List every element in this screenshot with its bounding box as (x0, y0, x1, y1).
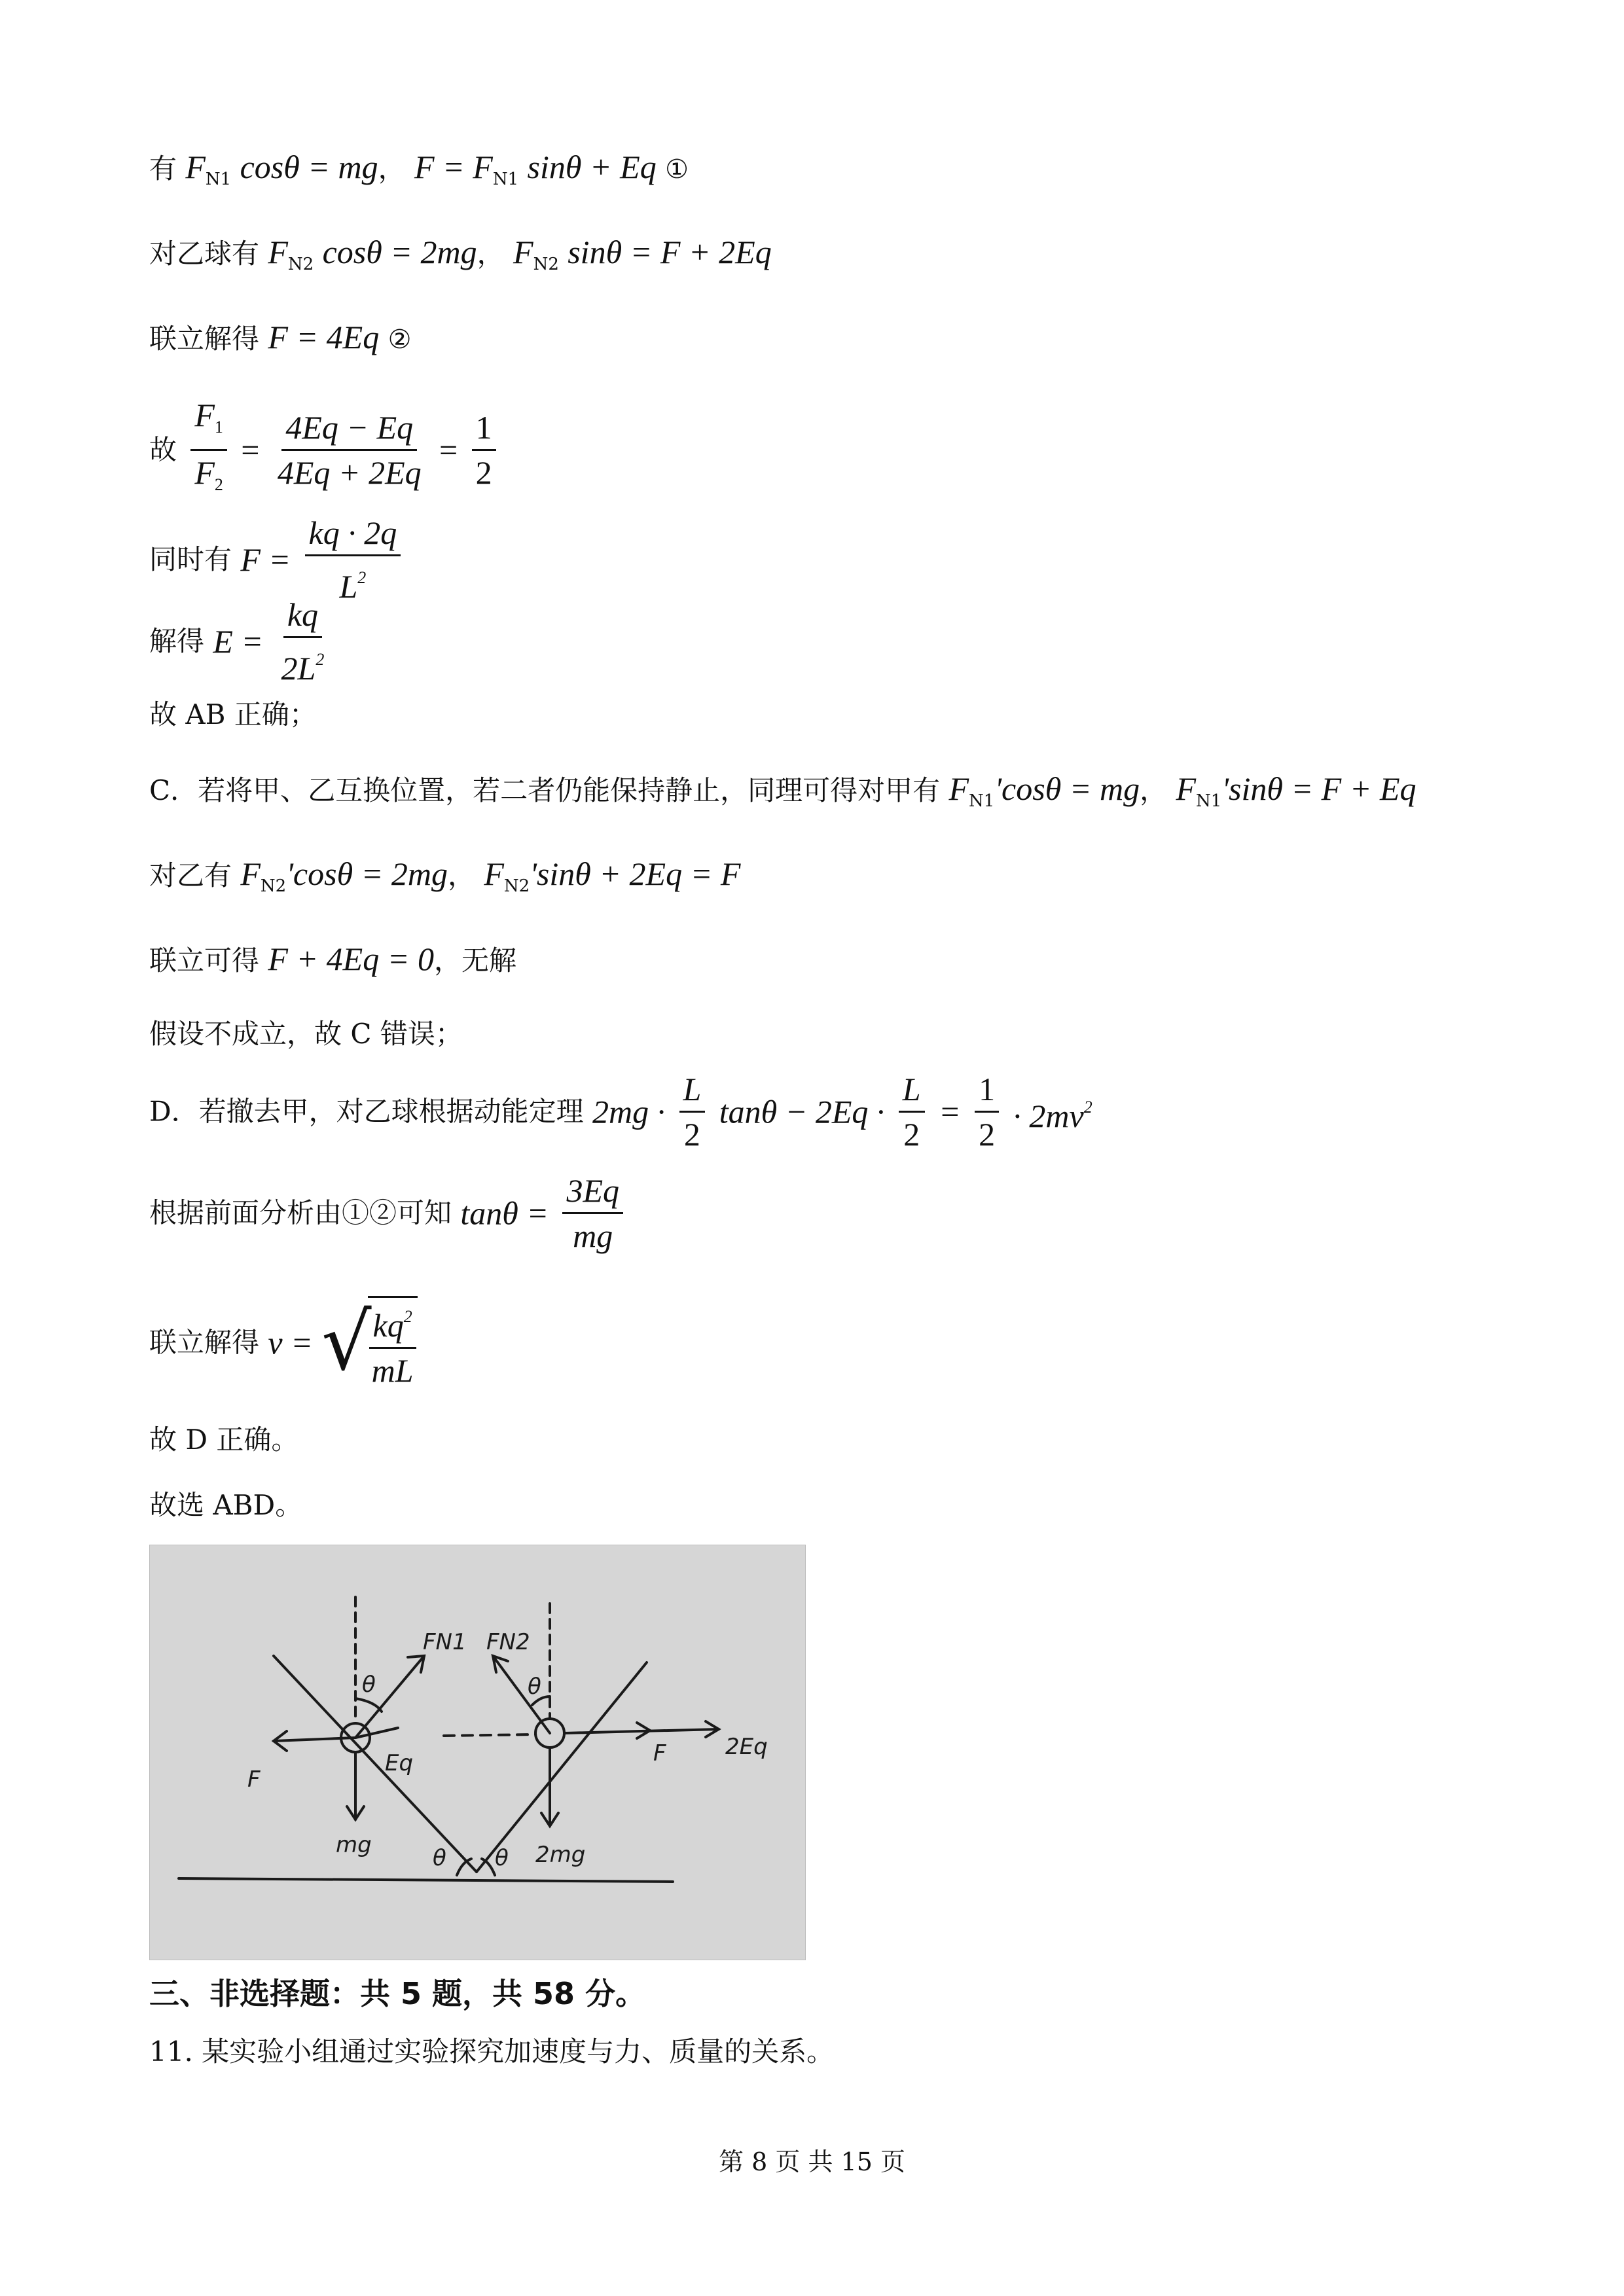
numerator: 3Eq (562, 1172, 623, 1214)
text: 故 AB 正确； (149, 698, 317, 730)
math: F (948, 770, 969, 807)
superscript: 2 (316, 650, 325, 669)
denominator: 2 (903, 1116, 920, 1153)
fraction (679, 1070, 706, 1153)
math: 'cosθ = mg (994, 770, 1140, 807)
numerator: 1 (975, 1070, 999, 1113)
superscript: 2 (357, 568, 367, 587)
superscript: 2 (403, 1307, 412, 1326)
math: F + 4Eq = 0 (268, 941, 434, 977)
denominator: 2 (683, 1116, 700, 1153)
math: F (194, 397, 215, 433)
text: 假设不成立，故 C 错误； (149, 1018, 463, 1050)
math: = (241, 431, 260, 469)
math: 'sinθ = F + Eq (1221, 770, 1416, 807)
math: F (268, 234, 288, 270)
label-2eq: 2Eq (725, 1734, 768, 1760)
fraction (368, 1296, 418, 1390)
text: 对乙有 (149, 859, 232, 891)
text: ， (477, 238, 505, 270)
radical-sign-icon: √ (321, 1297, 372, 1388)
math: cosθ = 2mg (322, 234, 477, 270)
question-11: 11. 某实验小组通过实验探究加速度与力、质量的关系。 (149, 2036, 835, 2068)
solution-line-1 (149, 147, 689, 199)
subscript: N2 (533, 255, 559, 274)
text: 联立解得 (149, 323, 260, 355)
text: ，无解 (433, 944, 516, 977)
fraction (190, 396, 227, 504)
fraction (472, 408, 496, 492)
solution-line-16 (149, 1486, 302, 1525)
text: ， (1140, 774, 1168, 806)
subscript: N1 (492, 170, 519, 189)
solution-line-15 (149, 1420, 298, 1460)
label-theta: θ (362, 1672, 376, 1698)
math: sinθ + Eq (527, 149, 657, 185)
label-mg: mg (336, 1832, 372, 1858)
solution-line-9 (149, 854, 740, 906)
text: 同时有 (149, 543, 232, 575)
math: = (439, 431, 458, 469)
math: 2mg · (592, 1093, 666, 1130)
text: 解得 (149, 625, 205, 657)
math: F = 4Eq (268, 319, 380, 355)
label-theta: θ (528, 1674, 541, 1700)
fraction (975, 1070, 999, 1153)
superscript: 2 (1083, 1098, 1092, 1117)
text: ， (447, 859, 475, 891)
math: = (938, 1093, 961, 1130)
math: E = (213, 623, 264, 660)
math: F (484, 855, 504, 892)
subscript: N2 (287, 255, 314, 274)
text: C．若将甲、乙互换位置，若二者仍能保持静止，同理可得对甲有 (149, 774, 941, 806)
text: ， (378, 152, 406, 185)
math: F (1176, 770, 1197, 807)
math: kq (372, 1307, 404, 1344)
text: 故 (149, 433, 177, 466)
page-footer: 第 8 页 共 15 页 (719, 2147, 905, 2176)
math: F (185, 149, 206, 185)
solution-line-6 (149, 596, 333, 687)
solution-line-12 (149, 1070, 1092, 1153)
subscript: 1 (214, 418, 223, 437)
solution-line-10 (149, 939, 516, 980)
fraction (274, 408, 425, 492)
numerator: kq (283, 596, 322, 638)
numerator: L (679, 1070, 706, 1113)
label-theta: θ (433, 1845, 446, 1871)
fraction (305, 514, 401, 605)
label-fn2: FN2 (486, 1629, 530, 1655)
math: cosθ = mg (240, 149, 378, 185)
numerator: 1 (472, 408, 496, 451)
subscript: 2 (214, 475, 223, 494)
numerator: kq · 2q (305, 514, 401, 556)
math: 'sinθ + 2Eq = F (530, 855, 741, 892)
math: F (513, 234, 533, 270)
math: tanθ = (460, 1194, 549, 1232)
solution-line-2 (149, 232, 772, 284)
section-heading: 三、非选择题：共 5 题，共 58 分。 (149, 1976, 646, 2011)
subscript: N1 (1196, 791, 1222, 811)
denominator: 4Eq + 2Eq (277, 454, 422, 491)
solution-line-4 (149, 396, 501, 504)
denominator: 2 (979, 1116, 996, 1153)
denominator: mg (573, 1217, 613, 1254)
label-eq: Eq (385, 1750, 414, 1776)
text: D．若撤去甲，对乙球根据动能定理 (149, 1095, 584, 1128)
subscript: N1 (205, 170, 232, 189)
force-diagram-sketch (149, 1545, 806, 1960)
label-2mg: 2mg (535, 1842, 586, 1868)
math: 2L (281, 650, 316, 687)
numerator: 4Eq − Eq (281, 408, 417, 451)
solution-line-11 (149, 1014, 463, 1054)
math: tanθ − 2Eq · (719, 1093, 885, 1130)
text: 联立解得 (149, 1326, 260, 1359)
label-f-left: F (247, 1767, 261, 1793)
subscript: N2 (260, 876, 287, 896)
label-fn1: FN1 (423, 1629, 467, 1655)
math: · 2mv (1013, 1098, 1084, 1134)
subscript: N2 (503, 876, 530, 896)
text: 故选 ABD。 (149, 1489, 303, 1521)
fraction (562, 1172, 623, 1255)
square-root (321, 1296, 422, 1390)
denominator: mL (371, 1352, 414, 1389)
solution-line-8 (149, 769, 1416, 821)
math: L (339, 568, 358, 605)
label-f-right: F (653, 1740, 666, 1767)
text: 有 (149, 152, 177, 185)
numerator: L (899, 1070, 925, 1113)
fraction (899, 1070, 925, 1153)
math (1013, 1098, 1092, 1134)
circled-number: ② (388, 325, 412, 355)
math: F (194, 454, 215, 491)
circled-number: ① (665, 154, 689, 185)
solution-line-14 (149, 1296, 423, 1390)
text: 对乙球有 (149, 238, 260, 270)
math: F (240, 855, 261, 892)
label-theta: θ (495, 1845, 509, 1871)
subscript: N1 (969, 791, 995, 811)
math: F = F (414, 149, 493, 185)
text: 故 D 正确。 (149, 1424, 299, 1456)
solution-line-7 (149, 695, 317, 734)
text: 根据前面分析由①②可知 (149, 1196, 452, 1229)
solution-line-13 (149, 1172, 628, 1255)
math: sinθ = F + 2Eq (568, 234, 772, 270)
math: 'cosθ = 2mg (286, 855, 448, 892)
math: v = (268, 1324, 313, 1361)
fraction (278, 596, 329, 687)
solution-line-5 (149, 514, 406, 605)
denominator: 2 (475, 454, 492, 491)
solution-line-3 (149, 317, 411, 359)
text: 联立可得 (149, 944, 260, 977)
math: F = (240, 541, 291, 578)
sketch-background (149, 1545, 806, 1960)
